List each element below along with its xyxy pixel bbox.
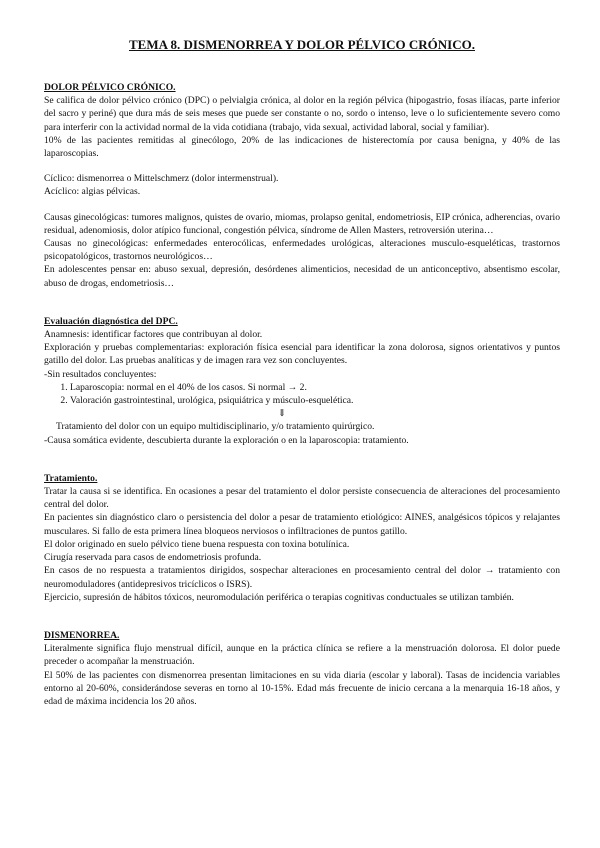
eval-causa-somatica: -Causa somática evidente, descubierta durante la exploración o en la laparoscopia: tratamiento. <box>44 434 409 446</box>
document-page <box>44 30 560 708</box>
dism-epidemiology: El 50% de las pacientes con dismenorrea presentan limitaciones en su vida diaria (escolar y laboral). Tasas de incidencia variables entorno al 20-60%, considerándose severas en torno al 10-15%. Edad más frecuente de inicio cercana a la menarquia 16-18 años, y edad de máxima incidencia los 20 años. <box>44 669 560 707</box>
section-heading-evaluacion: Evaluación diagnóstica del DPC. <box>44 315 178 327</box>
eval-exploracion: Exploración y pruebas complementarias: exploración física esencial para identificar la zona dolorosa, signos orientativos y puntos gatillo del dolor. Las pruebas analíticas y de imagen rara vez son concluyentes. <box>44 342 560 367</box>
down-arrow-icon: ⇓ <box>277 408 287 420</box>
eval-step: 1. Laparoscopia: normal en el 40% de los casos. Si normal → 2. <box>70 381 560 394</box>
dpc-epidemiology: 10% de las pacientes remitidas al ginecólogo, 20% de las indicaciones de histerectomía por causa benigna, y 40% de las laparoscopias. <box>44 134 560 160</box>
dpc-adolescentes: En adolescentes pensar en: abuso sexual, depresión, desórdenes alimenticios, necesidad de un anticonceptivo, absentismo escolar, abuso de drogas, endometriosis… <box>44 264 560 289</box>
section-evaluacion <box>44 315 560 447</box>
trat-paragraph: En pacientes sin diagnóstico claro o persistencia del dolor a pesar de tratamiento etiológico: AINES, analgésicos tópicos y relajantes musculares. Si fallo de esta primera línea bloqueos nerviosos o infiltraciones de puntos gatillo. <box>44 512 560 537</box>
dpc-aciclico: Acíclico: algias pélvicas. <box>44 186 141 198</box>
section-heading-dpc: DOLOR PÉLVICO CRÓNICO. <box>44 82 176 93</box>
eval-tratamiento-dolor: Tratamiento del dolor con un equipo multidisciplinario, y/o tratamiento quirúrgico. <box>56 421 375 433</box>
eval-anamnesis: Anamnesis: identificar factores que contribuyan al dolor. <box>44 329 263 341</box>
dpc-causas-no-ginecologicas: Causas no ginecológicas: enfermedades enterocólicas, enfermedades urológicas, alteraciones musculo-esqueléticas, trastornos psicopatológicos, trastornos neurológicos… <box>44 238 560 263</box>
trat-paragraph: En casos de no respuesta a tratamientos dirigidos, sospechar alteraciones en procesamiento central del dolor → tratamiento con neuromoduladores (antidepresivos tricíclicos o ISRS). <box>44 565 560 590</box>
section-dismenorrea <box>44 629 560 708</box>
section-tratamiento <box>44 472 560 604</box>
dism-definition: Literalmente significa flujo menstrual difícil, aunque en la práctica clínica se refiere a la menstruación dolorosa. El dolor puede preceder o acompañar la menstruación. <box>44 643 560 668</box>
trat-paragraph: Tratar la causa si se identifica. En ocasiones a pesar del tratamiento el dolor persiste consecuencia de alteraciones del procesamiento central del dolor. <box>44 486 560 511</box>
section-heading-tratamiento: Tratamiento. <box>44 472 98 484</box>
eval-sin-resultados: -Sin resultados concluyentes: <box>44 368 157 380</box>
dpc-definition: Se califica de dolor pélvico crónico (DPC) o pelvialgia crónica, al dolor en la región pélvica (hipogastrio, fosas ilíacas, parte inferior del sacro y periné) que dura más de seis meses que puede ser constante o no, sordo o intenso, leve o lo suficientemente severo como para interferir con la actividad normal de la vida cotidiana (trabajo, vida sexual, actividad laboral, social y familiar). <box>44 95 560 133</box>
eval-step: 2. Valoración gastrointestinal, urológica, psiquiátrica y músculo-esquelética. <box>70 394 560 407</box>
section-dolor-pelvico-cronico <box>44 81 560 290</box>
dpc-ciclico: Cíclico: dismenorrea o Mittelschmerz (dolor intermenstrual). <box>44 173 279 185</box>
page-title: TEMA 8. DISMENORREA Y DOLOR PÉLVICO CRÓNICO. <box>129 37 475 52</box>
trat-paragraph: Ejercicio, supresión de hábitos tóxicos, neuromodulación periférica o terapias cognitivas conductuales se utilizan también. <box>44 591 514 603</box>
section-heading-dismenorrea: DISMENORREA. <box>44 629 120 641</box>
trat-paragraph: El dolor originado en suelo pélvico tiene buena respuesta con toxina botulínica. <box>44 538 350 550</box>
eval-steps-list <box>44 381 560 407</box>
dpc-causas-ginecologicas: Causas ginecológicas: tumores malignos, quistes de ovario, miomas, prolapso genital, endometriosis, EIP crónica, adherencias, ovario residual, adenomiosis, dolor atípico funcional, congestión pélvica, síndrome de Allen Masters, retroversión uterina… <box>44 211 560 236</box>
trat-paragraph: Cirugía reservada para casos de endometriosis profunda. <box>44 552 262 564</box>
